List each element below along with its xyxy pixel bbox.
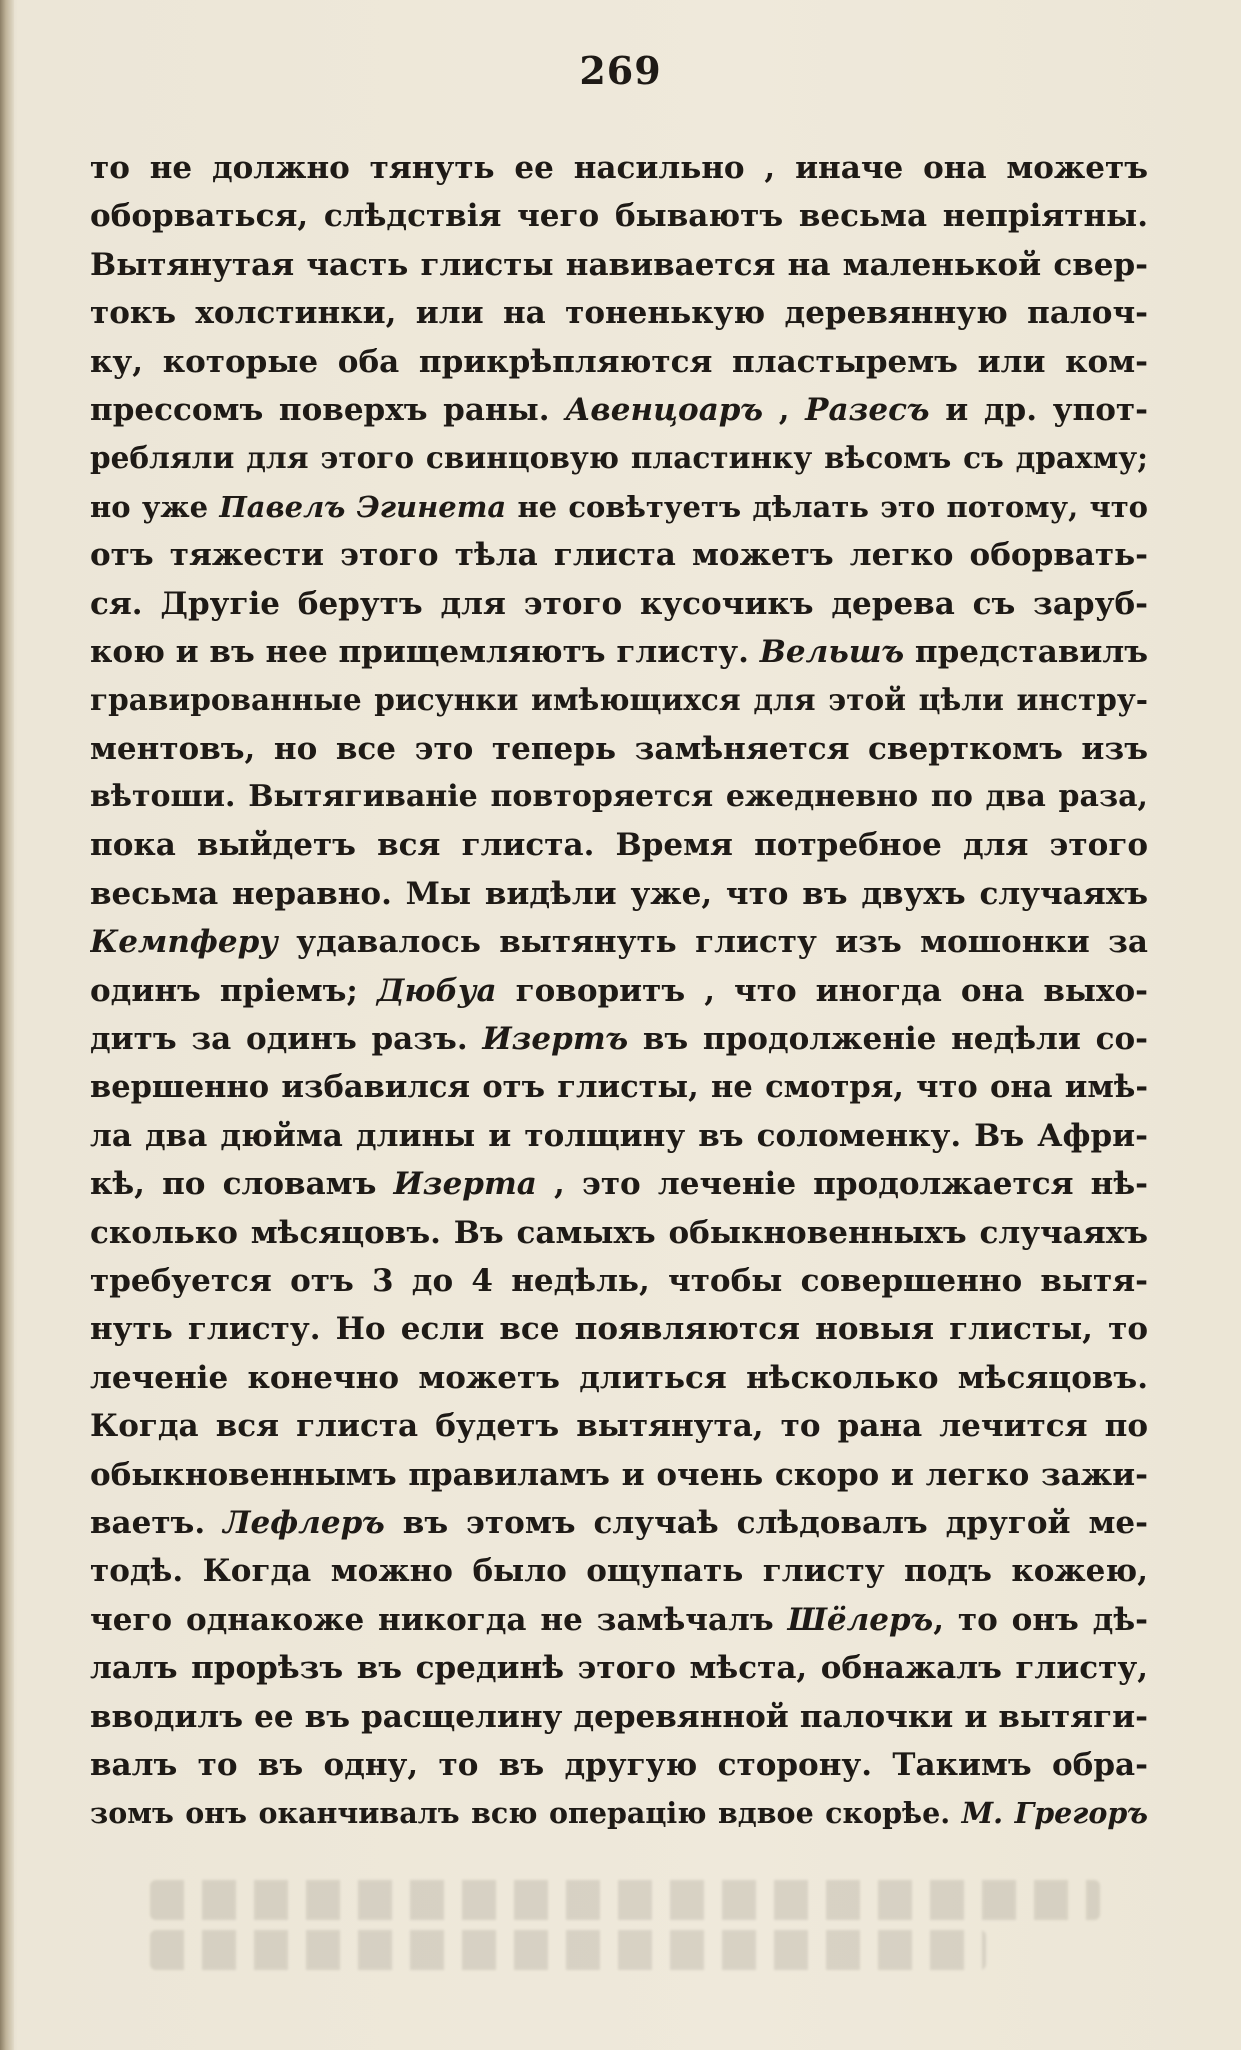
text-segment: ку, которые оба прикрѣпляются пластыремъ или ком- [90,343,1148,380]
text-segment: чего однакоже никогда не замѣчалъ [90,1601,788,1638]
text-line [90,1402,1148,1450]
text-segment: удавалось вытянуть глисту изъ мошонки за [277,924,1148,961]
italic-name: Изертъ [482,1021,629,1058]
text-segment: вершенно избавился отъ глисты, не смотря, что она имѣ- [90,1069,1148,1106]
text-segment: не совѣтуетъ дѣлать это потому, что [506,489,1148,524]
text-segment: , то онъ дѣ- [933,1601,1148,1638]
text-segment: сколько мѣсяцовъ. Въ самыхъ обыкновенныхъ случаяхъ [90,1214,1148,1251]
text-segment: въ продолженіе недѣли со- [628,1021,1148,1058]
italic-name: Вельшъ [759,633,905,670]
text-segment: , [763,391,806,428]
text-segment: обыкновеннымъ правиламъ и очень скоро и легко зажи- [90,1456,1148,1493]
text-line [90,1596,1148,1644]
text-segment: ментовъ, но все это теперь замѣняется сверткомъ изъ [90,730,1148,767]
text-segment: въ этомъ случаѣ слѣдовалъ другой ме- [384,1504,1148,1541]
text-segment: ся. Другіе берутъ для этого кусочикъ дерева съ заруб- [90,585,1148,622]
text-line [90,1015,1148,1063]
italic-name: Изерта [393,1166,537,1203]
text-line [90,144,1148,192]
text-line [90,1451,1148,1499]
italic-name: Шёлеръ [787,1601,934,1638]
text-segment: вводилъ ее въ расщелину деревянной палочки и вытяги- [90,1698,1148,1735]
text-segment: зомъ онъ оканчивалъ всю операцію вдвое скорѣе. [90,1796,962,1831]
text-line [90,434,1148,482]
italic-name: М. Грегоръ [961,1796,1148,1831]
italic-name: Дюбуа [376,972,497,1009]
text-line [90,773,1148,821]
text-segment: нуть глисту. Но если все появляются новыя глисты, то [90,1311,1148,1348]
text-line [90,580,1148,628]
italic-name: Павелъ Эгинета [219,489,507,524]
text-line [90,918,1148,966]
text-line [90,483,1148,531]
text-line [90,1305,1148,1353]
text-segment: но уже [90,489,220,524]
text-line [90,725,1148,773]
italic-name: Авенцоаръ [565,391,763,428]
text-line [90,1644,1148,1692]
text-line [90,241,1148,289]
text-segment: требуется отъ 3 до 4 недѣль, чтобы совершенно вытя- [90,1262,1148,1299]
text-line [90,821,1148,869]
text-segment: , это леченіе продолжается нѣ- [536,1166,1148,1203]
text-segment: представилъ [904,633,1148,670]
text-segment: и др. упот- [929,391,1148,428]
italic-name: Кемпферу [90,924,278,961]
binding-edge [0,0,14,2050]
text-segment: тодѣ. Когда можно было ощупать глисту подъ кожею, [90,1553,1148,1590]
text-segment: пока выйдетъ вся глиста. Время потребное для этого [90,827,1148,864]
text-segment: прессомъ поверхъ раны. [90,391,566,428]
text-segment: ваетъ. [90,1504,224,1541]
text-line [90,192,1148,240]
text-segment: то не должно тянуть ее насильно , иначе она можетъ [90,150,1148,186]
text-segment: Когда вся глиста будетъ вытянута, то рана лечится по [90,1408,1148,1445]
text-segment: гравированные рисунки имѣющихся для этой цѣли инстру- [90,682,1148,718]
text-line [90,1354,1148,1402]
text-segment: оборваться, слѣдствія чего бываютъ весьма непріятны. [90,198,1148,235]
text-line [90,1257,1148,1305]
text-line [90,1741,1148,1789]
text-segment: кою и въ нее прищемляютъ глисту. [90,633,760,670]
text-line [90,676,1148,724]
text-line [90,870,1148,918]
text-line [90,289,1148,337]
page-number: 269 [579,48,662,93]
text-line [90,1499,1148,1547]
text-line [90,386,1148,434]
text-line [90,531,1148,579]
text-line [90,338,1148,386]
text-line [90,1693,1148,1741]
text-segment: одинъ пріемъ; [90,972,377,1009]
text-segment: токъ холстинки, или на тоненькую деревянную палоч- [90,295,1148,332]
text-segment: весьма неравно. Мы видѣли уже, что въ двухъ случаяхъ [90,875,1148,912]
text-segment: ребляли для этого свинцовую пластинку вѣсомъ съ драхму; [90,440,1148,476]
text-line [90,1209,1148,1257]
show-through-text [150,1880,1100,1990]
text-segment: вѣтоши. Вытягиваніе повторяется ежедневно по два раза, [90,779,1148,815]
text-line [90,1160,1148,1208]
italic-name: Лефлеръ [223,1504,385,1541]
text-line [90,967,1148,1015]
text-segment: дитъ за одинъ разъ. [90,1021,483,1058]
text-segment: ла два дюйма длины и толщину въ соломенку. Въ Афри- [90,1117,1148,1154]
body-text [90,144,1148,1838]
text-segment: леченіе конечно можетъ длиться нѣсколько мѣсяцовъ. [90,1359,1148,1396]
text-segment: валъ то въ одну, то въ другую сторону. Такимъ обра- [90,1746,1148,1783]
text-line [90,628,1148,676]
text-line [90,1112,1148,1160]
text-line [90,1063,1148,1111]
text-segment: отъ тяжести этого тѣла глиста можетъ легко оборвать- [90,537,1148,574]
text-segment: лалъ прорѣзъ въ срединѣ этого мѣста, обнажалъ глисту, [90,1650,1148,1687]
text-line [90,1547,1148,1595]
text-segment: говоритъ , что иногда она выхо- [496,972,1148,1009]
text-segment: Вытянутая часть глисты навивается на маленькой свер- [90,246,1148,283]
text-line [90,1789,1148,1837]
italic-name: Разесъ [805,391,930,428]
text-segment: кѣ, по словамъ [90,1166,394,1203]
